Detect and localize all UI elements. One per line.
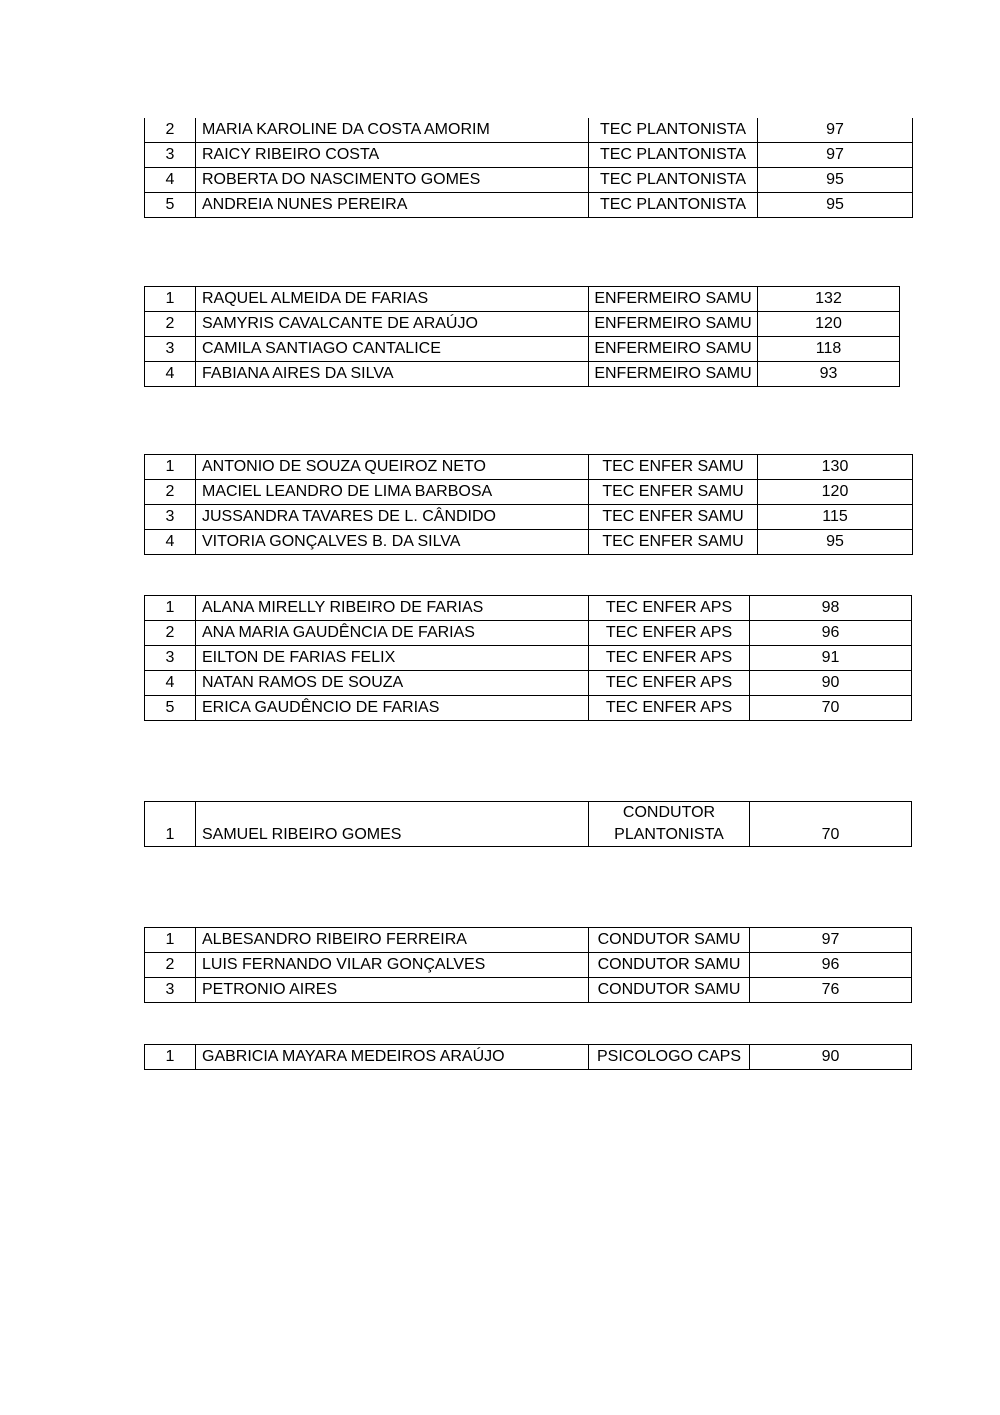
rank-number: 4 [145,168,196,193]
score: 97 [750,928,912,953]
table-row [145,928,912,953]
position-role: TEC ENFER APS [589,621,750,646]
table-row [145,671,912,696]
candidate-name: ANDREIA NUNES PEREIRA [196,193,589,218]
position-role: ENFERMEIRO SAMU [589,287,758,312]
rank-number: 2 [145,480,196,505]
table-row [145,1045,912,1070]
score: 96 [750,953,912,978]
score: 91 [750,646,912,671]
rank-number: 2 [145,118,196,143]
score: 120 [758,480,913,505]
rank-number: 3 [145,646,196,671]
rank-number: 4 [145,671,196,696]
ranking-table-tec-enfer-aps [144,595,912,721]
rank-number: 1 [145,928,196,953]
rank-number: 2 [145,621,196,646]
rank-number: 1 [145,287,196,312]
candidate-name: ROBERTA DO NASCIMENTO GOMES [196,168,589,193]
position-role: ENFERMEIRO SAMU [589,362,758,387]
rank-number: 4 [145,362,196,387]
score: 70 [750,696,912,721]
table-row [145,168,913,193]
rank-number: 2 [145,312,196,337]
position-role: CONDUTOR SAMU [589,978,750,1003]
rank-number: 3 [145,143,196,168]
position-role: ENFERMEIRO SAMU [589,312,758,337]
score: 120 [758,312,900,337]
table-row [145,696,912,721]
candidate-name: GABRICIA MAYARA MEDEIROS ARAÚJO [196,1045,589,1070]
candidate-name: ALANA MIRELLY RIBEIRO DE FARIAS [196,596,589,621]
table-row [145,312,900,337]
rank-number: 1 [145,455,196,480]
position-role: TEC ENFER APS [589,671,750,696]
rank-number: 4 [145,530,196,555]
table-row [145,978,912,1003]
score: 93 [758,362,900,387]
candidate-name: LUIS FERNANDO VILAR GONÇALVES [196,953,589,978]
table-row [145,530,913,555]
table-row [145,287,900,312]
score: 70 [750,802,912,847]
candidate-name: NATAN RAMOS DE SOUZA [196,671,589,696]
candidate-name: FABIANA AIRES DA SILVA [196,362,589,387]
score: 97 [758,118,913,143]
score: 96 [750,621,912,646]
rank-number: 2 [145,953,196,978]
candidate-name: JUSSANDRA TAVARES DE L. CÂNDIDO [196,505,589,530]
position-role: ENFERMEIRO SAMU [589,337,758,362]
table-row [145,118,913,143]
table-row [145,646,912,671]
position-role [589,802,750,847]
rank-number: 5 [145,193,196,218]
candidate-name: MACIEL LEANDRO DE LIMA BARBOSA [196,480,589,505]
rank-number: 3 [145,978,196,1003]
score: 115 [758,505,913,530]
ranking-table-condutor-samu [144,927,912,1003]
table-row [145,337,900,362]
score: 76 [750,978,912,1003]
candidate-name: VITORIA GONÇALVES B. DA SILVA [196,530,589,555]
candidate-name: PETRONIO AIRES [196,978,589,1003]
score: 97 [758,143,913,168]
rank-number: 1 [145,802,196,847]
candidate-name: SAMYRIS CAVALCANTE DE ARAÚJO [196,312,589,337]
candidate-name: ALBESANDRO RIBEIRO FERREIRA [196,928,589,953]
rank-number: 3 [145,505,196,530]
score: 98 [750,596,912,621]
position-role-line2: PLANTONISTA [614,826,724,843]
table-row [145,621,912,646]
candidate-name: CAMILA SANTIAGO CANTALICE [196,337,589,362]
position-role: TEC ENFER SAMU [589,480,758,505]
position-role: TEC ENFER SAMU [589,455,758,480]
position-role: TEC ENFER APS [589,646,750,671]
position-role: TEC ENFER SAMU [589,530,758,555]
position-role: TEC PLANTONISTA [589,118,758,143]
rank-number: 5 [145,696,196,721]
position-role: TEC PLANTONISTA [589,193,758,218]
candidate-name: ERICA GAUDÊNCIO DE FARIAS [196,696,589,721]
score: 95 [758,530,913,555]
score: 95 [758,168,913,193]
score: 132 [758,287,900,312]
position-role: TEC PLANTONISTA [589,143,758,168]
table-row [145,953,912,978]
candidate-name: SAMUEL RIBEIRO GOMES [196,802,589,847]
position-role-line1: CONDUTOR [622,804,716,821]
candidate-name: EILTON DE FARIAS FELIX [196,646,589,671]
position-role: TEC ENFER APS [589,596,750,621]
position-role: TEC ENFER APS [589,696,750,721]
table-row [145,362,900,387]
table-row [145,596,912,621]
score: 130 [758,455,913,480]
position-role: TEC ENFER SAMU [589,505,758,530]
ranking-table-condutor-plantonista [144,801,912,847]
table-row [145,505,913,530]
table-row [145,193,913,218]
candidate-name: ANA MARIA GAUDÊNCIA DE FARIAS [196,621,589,646]
position-role: CONDUTOR SAMU [589,953,750,978]
score: 95 [758,193,913,218]
ranking-table-psicologo-caps [144,1044,912,1070]
ranking-table-tec-plantonista [144,118,913,218]
candidate-name: ANTONIO DE SOUZA QUEIROZ NETO [196,455,589,480]
position-role: TEC PLANTONISTA [589,168,758,193]
table-row [145,802,912,847]
candidate-name: RAICY RIBEIRO COSTA [196,143,589,168]
rank-number: 1 [145,1045,196,1070]
score: 90 [750,671,912,696]
rank-number: 3 [145,337,196,362]
rank-number: 1 [145,596,196,621]
table-row [145,143,913,168]
position-role: CONDUTOR SAMU [589,928,750,953]
score: 118 [758,337,900,362]
ranking-table-tec-enfer-samu [144,454,913,555]
score: 90 [750,1045,912,1070]
table-row [145,455,913,480]
candidate-name: RAQUEL ALMEIDA DE FARIAS [196,287,589,312]
candidate-name: MARIA KAROLINE DA COSTA AMORIM [196,118,589,143]
position-role: PSICOLOGO CAPS [589,1045,750,1070]
table-row [145,480,913,505]
ranking-table-enfermeiro-samu [144,286,900,387]
